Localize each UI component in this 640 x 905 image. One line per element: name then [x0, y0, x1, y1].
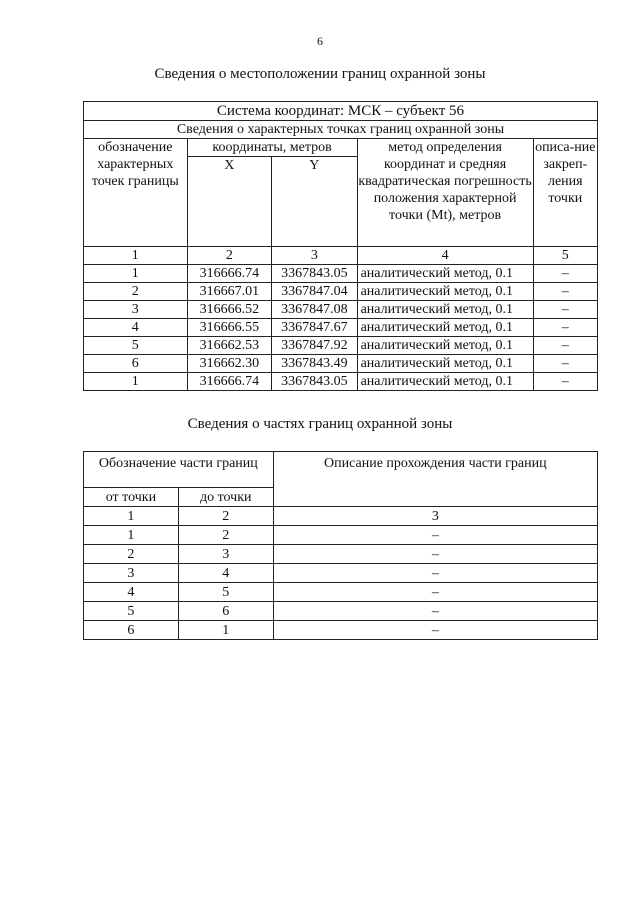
from-cell: 1	[84, 526, 179, 545]
to-cell: 6	[178, 602, 273, 621]
method-cell: аналитический метод, 0.1	[357, 355, 533, 373]
table-row	[84, 265, 598, 283]
boundary-parts-table	[83, 451, 598, 640]
point-cell: 3	[84, 301, 188, 319]
desc-cell: –	[273, 564, 597, 583]
desc-cell: –	[273, 583, 597, 602]
desc-cell: –	[533, 283, 597, 301]
x-cell: 316666.74	[187, 373, 271, 391]
method-cell: аналитический метод, 0.1	[357, 319, 533, 337]
subheading-cell: Сведения о характерных точках границ охранной зоны	[84, 121, 598, 139]
to-cell: 2	[178, 526, 273, 545]
desc-cell: –	[273, 602, 597, 621]
table-row	[84, 621, 598, 640]
point-cell: 4	[84, 319, 188, 337]
header-to: до точки	[178, 488, 273, 507]
table-row	[84, 583, 598, 602]
header-point-designation: обозначение характерных точек границы	[84, 139, 188, 247]
to-cell: 4	[178, 564, 273, 583]
coord-system-cell: Система координат: МСК – субъект 56	[84, 102, 598, 121]
section1-title: Сведения о местоположении границ охранной зоны	[154, 66, 486, 82]
header-part-description: Описание прохождения части границ	[273, 452, 597, 507]
from-cell: 5	[84, 602, 179, 621]
x-cell: 316666.55	[187, 319, 271, 337]
col-number: 3	[273, 507, 597, 526]
desc-cell: –	[273, 545, 597, 564]
y-cell: 3367847.08	[272, 301, 357, 319]
method-cell: аналитический метод, 0.1	[357, 301, 533, 319]
point-cell: 1	[84, 373, 188, 391]
header-description: описа-ние закреп-ления точки	[533, 139, 597, 247]
x-cell: 316667.01	[187, 283, 271, 301]
boundary-points-table	[83, 101, 598, 391]
desc-cell: –	[533, 319, 597, 337]
y-cell: 3367847.04	[272, 283, 357, 301]
y-cell: 3367843.49	[272, 355, 357, 373]
x-cell: 316662.30	[187, 355, 271, 373]
method-cell: аналитический метод, 0.1	[357, 373, 533, 391]
x-cell: 316666.74	[187, 265, 271, 283]
y-cell: 3367847.67	[272, 319, 357, 337]
x-cell: 316662.53	[187, 337, 271, 355]
table-row	[84, 283, 598, 301]
table-row	[84, 545, 598, 564]
desc-cell: –	[533, 373, 597, 391]
to-cell: 1	[178, 621, 273, 640]
y-cell: 3367843.05	[272, 373, 357, 391]
point-cell: 1	[84, 265, 188, 283]
table-row	[84, 337, 598, 355]
table-row	[84, 564, 598, 583]
from-cell: 4	[84, 583, 179, 602]
table-row	[84, 373, 598, 391]
point-cell: 5	[84, 337, 188, 355]
to-cell: 5	[178, 583, 273, 602]
col-number: 1	[84, 247, 188, 265]
col-number: 3	[272, 247, 357, 265]
page-number: 6	[317, 34, 323, 48]
from-cell: 2	[84, 545, 179, 564]
col-number: 1	[84, 507, 179, 526]
desc-cell: –	[533, 337, 597, 355]
header-y: Y	[272, 157, 357, 247]
to-cell: 3	[178, 545, 273, 564]
method-cell: аналитический метод, 0.1	[357, 337, 533, 355]
header-coordinates: координаты, метров	[187, 139, 357, 157]
from-cell: 6	[84, 621, 179, 640]
method-cell: аналитический метод, 0.1	[357, 265, 533, 283]
x-cell: 316666.52	[187, 301, 271, 319]
header-parts: Обозначение части границ	[84, 452, 274, 488]
from-cell: 3	[84, 564, 179, 583]
section2-title: Сведения о частях границ охранной зоны	[187, 416, 453, 432]
y-cell: 3367843.05	[272, 265, 357, 283]
col-number: 5	[533, 247, 597, 265]
method-cell: аналитический метод, 0.1	[357, 283, 533, 301]
point-cell: 6	[84, 355, 188, 373]
header-x: X	[187, 157, 271, 247]
desc-cell: –	[533, 301, 597, 319]
header-from: от точки	[84, 488, 179, 507]
desc-cell: –	[533, 355, 597, 373]
point-cell: 2	[84, 283, 188, 301]
table-row	[84, 319, 598, 337]
y-cell: 3367847.92	[272, 337, 357, 355]
header-method: метод определения координат и средняя квадратическая погрешность положения характерной точки (Mt), метров	[357, 139, 533, 247]
col-number: 4	[357, 247, 533, 265]
table-row	[84, 526, 598, 545]
desc-cell: –	[533, 265, 597, 283]
desc-cell: –	[273, 621, 597, 640]
desc-cell: –	[273, 526, 597, 545]
col-number: 2	[178, 507, 273, 526]
table-row	[84, 602, 598, 621]
col-number: 2	[187, 247, 271, 265]
table-row	[84, 355, 598, 373]
table-row	[84, 301, 598, 319]
